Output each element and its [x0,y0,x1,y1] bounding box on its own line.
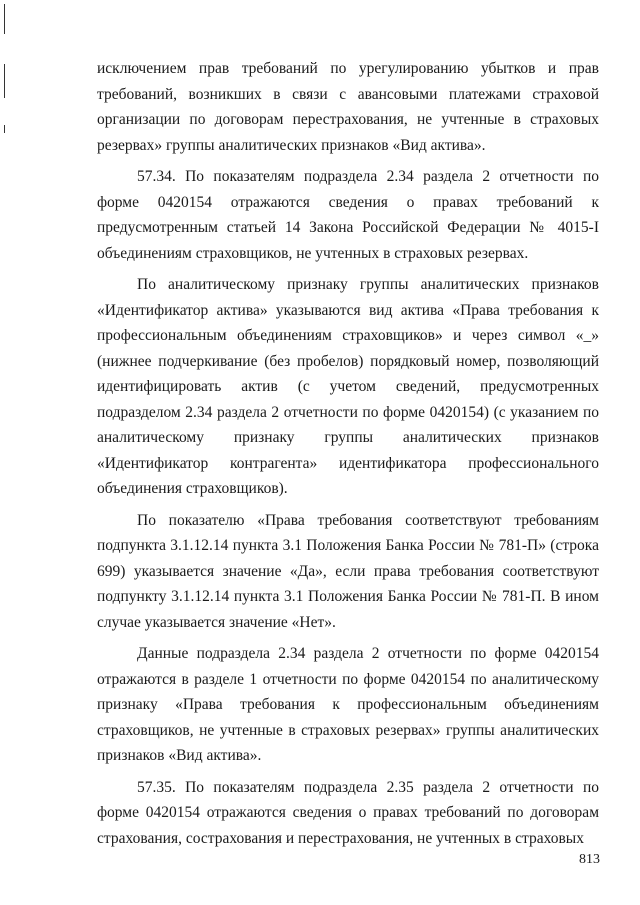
document-body [97,56,599,857]
paragraph-section-data: Данные подраздела 2.34 раздела 2 отчетности по форме 0420154 отражаются в разделе 1 отчетности по форме 0420154 по аналитическому признаку «Права требования к профессиональным объединениям страховщиков, не учтенные в страховых резервах» группы аналитических признаков «Вид актива». [97,645,599,764]
paragraph-indicator-rights: По показателю «Права требования соответствуют требованиям подпункта 3.1.12.14 пункта 3.1 Положения Банка России № 781-П» (строка 699) указывается значение «Да», если права требования соответствуют подпункту 3.1.12.14 пункта 3.1 Положения Банка России № 781-П. В ином случае указывается значение «Нет». [97,511,599,631]
page-number: 813 [579,852,600,867]
paragraph-continuation: исключением прав требований по урегулированию убытков и прав требований, возникших в связи с авансовыми платежами страховой организации по договорам перестрахования, не учтенные в страховых резервах» группы аналитических признаков «Вид актива». [97,60,599,154]
paragraph-57-35: 57.35. По показателям подраздела 2.35 раздела 2 отчетности по форме 0420154 отражаются сведения о правах требований по договорам страхования, сострахования и перестрахования, не учтенных в страховых [97,778,599,847]
margin-mark [4,4,5,34]
paragraph-asset-identifier: По аналитическому признаку группы аналитических признаков «Идентификатор актива» указываются вид актива «Права требования к профессиональным объединениям страховщиков» и через символ «_» (нижнее подчеркивание (без пробелов) порядковый номер, позволяющий идентифицировать актив (с учетом сведений, предусмотренных подразделом 2.34 раздела 2 отчетности по форме 0420154) (с указанием по аналитическому признаку группы аналитических признаков «Идентификатор контрагента» идентификатора профессионального объединения страховщиков). [97,276,599,497]
margin-mark [4,64,5,98]
paragraph-57-34: 57.34. По показателям подраздела 2.34 раздела 2 отчетности по форме 0420154 отражаются сведения о правах требований к предусмотренным статьей 14 Закона Российской Федерации № 4015-I объединениям страховщиков, не учтенных в страховых резервах. [97,168,599,262]
margin-mark [4,125,5,133]
